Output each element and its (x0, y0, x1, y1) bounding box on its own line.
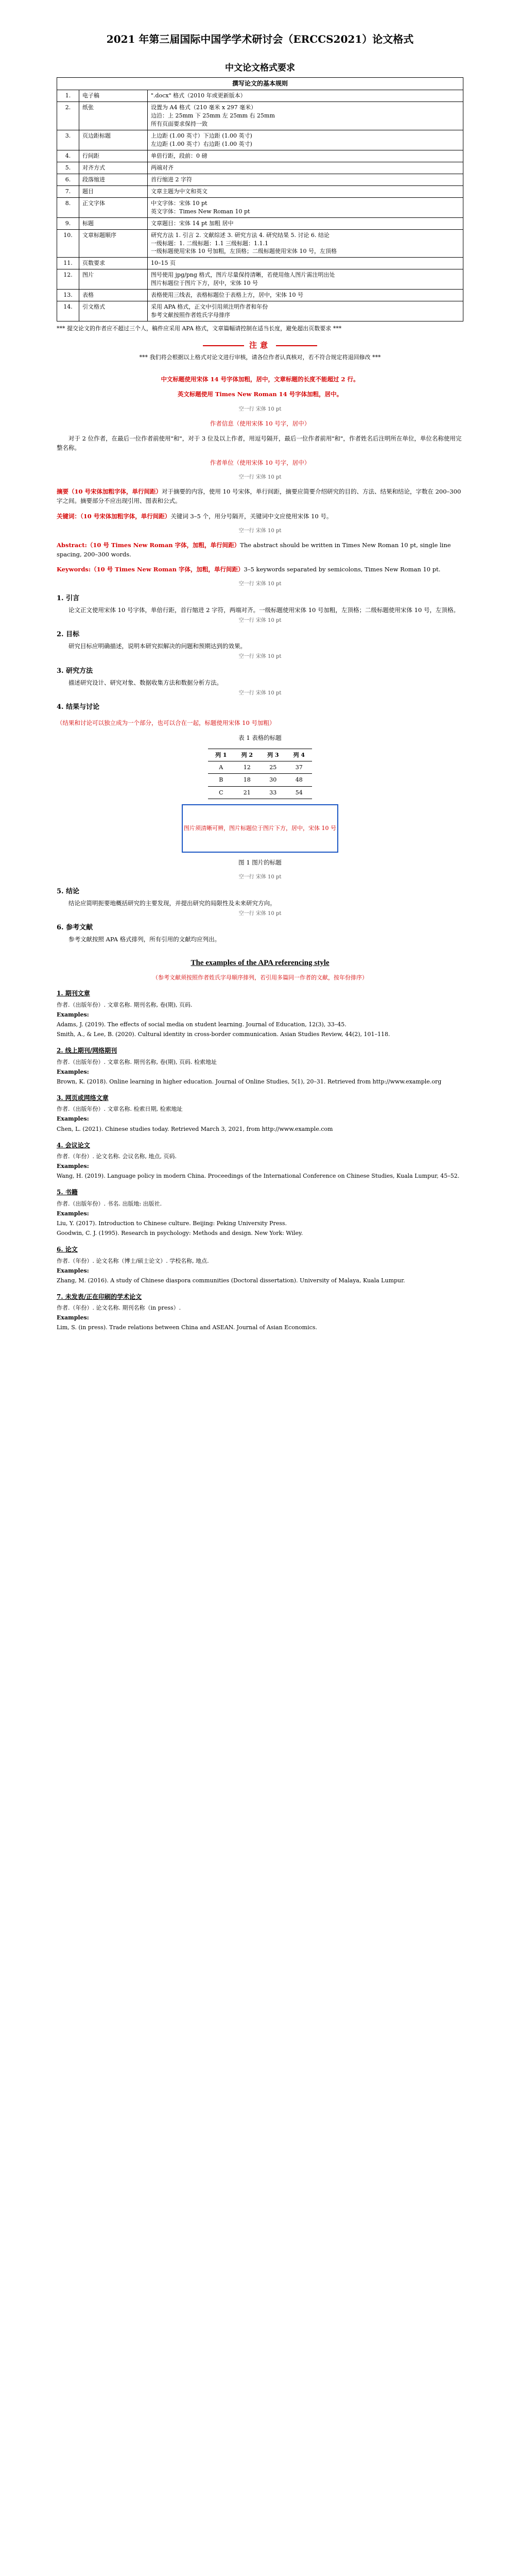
format-cell-req: 10–15 页 (148, 258, 463, 269)
figure-placeholder (182, 804, 338, 853)
section-method-heading: 3. 研究方法 (57, 667, 93, 675)
format-table-heading: 中文论文格式要求 (225, 63, 295, 73)
abstract-en-line (57, 541, 463, 560)
figure-box-text: 图片须清晰可辨，图片标题位于图片下方，居中，宋体 10 号 (184, 825, 336, 832)
keywords-label: 关键词：（10 号宋体加粗字体，单行间距） (57, 512, 171, 520)
format-row (57, 301, 463, 321)
table-cell: 18 (234, 774, 260, 786)
format-row (57, 185, 463, 197)
section-results-heading: 4. 结果与讨论 (57, 703, 100, 711)
format-cell-req: 首行缩进 2 字符 (148, 174, 463, 185)
keywords-en-line (57, 565, 463, 574)
format-cell-no: 4. (57, 150, 79, 162)
apa-example: Liu, Y. (2017). Introduction to Chinese culture. Beijing: Peking University Press. (57, 1219, 287, 1227)
table-row (208, 761, 312, 774)
format-cell-no: 2. (57, 102, 79, 130)
spacer-line: 空一行 宋体 10 pt (238, 528, 282, 534)
attention-label: 注意 (249, 340, 271, 350)
format-row (57, 162, 463, 174)
section-conclusion-body: 结论应简明扼要地概括研究的主要发现，并提出研究的局限性及未来研究方向。 (68, 900, 276, 907)
table-cell: 54 (286, 786, 312, 799)
table-cell: 30 (260, 774, 286, 786)
figure-caption: 图 1 图片的标题 (238, 859, 282, 867)
format-table-subheading: 撰写论文的基本规则 (57, 78, 463, 90)
format-cell-item: 题目 (79, 185, 148, 197)
apa-red-note: （参考文献须按照作者姓氏字母顺序排列，若引用多篇同一作者的文献，按年份排序） (152, 974, 368, 981)
table-header-cell: 列 2 (234, 749, 260, 761)
format-cell-no: 11. (57, 258, 79, 269)
table-cell: B (208, 774, 234, 786)
format-cell-item: 页边距标题 (79, 130, 148, 150)
format-cell-item: 表格 (79, 290, 148, 301)
section-method-body: 描述研究设计、研究对象、数据收集方法和数据分析方法。 (68, 679, 222, 686)
format-cell-item: 段落缩进 (79, 174, 148, 185)
apa-example: Lim, S. (in press). Trade relations between China and ASEAN. Journal of Asian Economics. (57, 1324, 317, 1331)
format-cell-req: 文章主题为中文和英文 (148, 185, 463, 197)
section-goal-heading: 2. 目标 (57, 631, 80, 639)
apa-format-line: 作者.（出版年份）. 文章名称. 期刊名称, 卷(期), 页码. (57, 1001, 193, 1008)
rule-left (203, 345, 244, 346)
format-cell-no: 8. (57, 197, 79, 217)
table-cell: 12 (234, 761, 260, 774)
spacer-line: 空一行 宋体 10 pt (238, 690, 282, 696)
apa-section-heading: 6. 论文 (57, 1246, 78, 1253)
format-cell-item: 图片 (79, 269, 148, 290)
format-table-body (57, 90, 463, 321)
format-cell-no: 10. (57, 229, 79, 258)
format-row (57, 150, 463, 162)
keywords-line (57, 512, 463, 521)
spacer-line: 空一行 宋体 10 pt (238, 654, 282, 660)
format-note: *** 提交论文的作者应不超过三个人，稿件应采用 APA 格式，文章篇幅请控制在适当长度，避免超出页数要求 *** (57, 325, 342, 332)
apa-examples-label: Examples: (57, 1267, 89, 1274)
format-cell-no: 7. (57, 185, 79, 197)
format-cell-item: 纸张 (79, 102, 148, 130)
format-cell-no: 13. (57, 290, 79, 301)
table-caption: 表 1 表格的标题 (238, 734, 282, 742)
format-cell-req: 中文字体：宋体 10 pt 英文字体：Times New Roman 10 pt (148, 197, 463, 217)
apa-section-heading: 3. 网页或网络文章 (57, 1094, 109, 1101)
apa-format-line: 作者.（出版年份）. 文章名称. 期刊名称, 卷(期), 页码. 检索地址 (57, 1058, 217, 1065)
table-row (208, 786, 312, 799)
spacer-line: 空一行 宋体 10 pt (238, 874, 282, 880)
apa-examples-label: Examples: (57, 1163, 89, 1170)
apa-format-line: 作者.（年份）. 论文名称（博士/硕士论文）. 学校名称, 地点. (57, 1257, 209, 1264)
apa-format-line: 作者.（年份）. 论文名称. 会议名称, 地点, 页码. (57, 1153, 177, 1160)
format-cell-item: 正文字体 (79, 197, 148, 217)
apa-example: Smith, A., & Lee, B. (2020). Cultural identity in cross-border communication. Asian Studies Review, 44(2), 101–118. (57, 1031, 390, 1038)
table-cell: 33 (260, 786, 286, 799)
format-row (57, 258, 463, 269)
apa-format-line: 作者.（出版年份）. 书名. 出版地: 出版社. (57, 1200, 162, 1207)
spacer-line: 空一行 宋体 10 pt (238, 581, 282, 587)
apa-format-line: 作者.（年份）. 论文名称. 期刊名称（in press）. (57, 1304, 181, 1312)
spacer-line: 空一行 宋体 10 pt (238, 617, 282, 623)
format-cell-item: 页数要求 (79, 258, 148, 269)
format-row (57, 229, 463, 258)
apa-examples-label: Examples: (57, 1210, 89, 1217)
apa-examples-label: Examples: (57, 1115, 89, 1123)
format-cell-no: 12. (57, 269, 79, 290)
en-title-note: 英文标题使用 Times New Roman 14 号字体加粗，居中。 (177, 391, 343, 398)
format-cell-item: 电子稿 (79, 90, 148, 102)
document-body (57, 31, 463, 1333)
apa-example: Goodwin, C. J. (1995). Research in psychology: Methods and design. New York: Wiley. (57, 1230, 303, 1237)
format-row (57, 130, 463, 150)
sample-table-header (208, 749, 312, 761)
table-cell: 25 (260, 761, 286, 774)
table-header-cell: 列 1 (208, 749, 234, 761)
format-row (57, 217, 463, 229)
format-cell-no: 1. (57, 90, 79, 102)
spacer-line: 空一行 宋体 10 pt (238, 474, 282, 481)
table-cell: A (208, 761, 234, 774)
format-row (57, 174, 463, 185)
abstract-label: 摘要（10 号宋体加粗字体，单行间距） (57, 488, 162, 496)
attention-note: *** 我们将会根据以上格式对论文进行审核，请各位作者认真核对，若不符合规定将退回修改 *** (139, 353, 381, 361)
author-body: 对于 2 位作者，在最后一位作者前使用"和"，对于 3 位及以上作者，用逗号隔开，最后一位作者前用"和"，作者姓名后注明所在单位，单位名称使用完整名称。 (57, 434, 462, 451)
format-cell-req: 采用 APA 格式，正文中引用须注明作者和年份 参考文献按照作者姓氏字母排序 (148, 301, 463, 321)
apa-section-heading: 4. 会议论文 (57, 1141, 90, 1149)
format-cell-req: 设置为 A4 格式（210 毫米 x 297 毫米） 边沿：上 25mm 下 25mm 左 25mm 右 25mm 所有页面要求保持一致 (148, 102, 463, 130)
spacer-line: 空一行 宋体 10 pt (238, 406, 282, 412)
abstract-body: 对于摘要的内容，使用 10 号宋体，单行间距，摘要应简要介绍研究的目的、方法、结果和结论，字数在 200–300 字之间。摘要部分不应出现引用、图表和公式。 (57, 488, 461, 505)
section-intro-heading: 1. 引言 (57, 594, 80, 602)
apa-section-heading: 1. 期刊文章 (57, 990, 90, 997)
page-title: 2021 年第三届国际中国学学术研讨会（ERCCS2021）论文格式 (106, 33, 414, 45)
sample-table (208, 749, 312, 799)
format-row (57, 269, 463, 290)
abstract-line (57, 487, 463, 506)
apa-example: Chen, L. (2021). Chinese studies today. Retrieved March 3, 2021, from http://www.example.com (57, 1125, 333, 1132)
apa-examples-label: Examples: (57, 1011, 89, 1018)
format-row (57, 197, 463, 217)
apa-format-line: 作者.（出版年份）. 文章名称. 检索日期, 检索地址 (57, 1106, 183, 1113)
format-cell-no: 9. (57, 217, 79, 229)
sample-section (57, 375, 463, 944)
affil-note: 作者单位（使用宋体 10 号字，居中） (210, 459, 310, 467)
section-conclusion-heading: 5. 结论 (57, 887, 80, 895)
format-row (57, 90, 463, 102)
format-cell-item: 标题 (79, 217, 148, 229)
keywords-en-body: 3–5 keywords separated by semicolons, Times New Roman 10 pt. (244, 565, 441, 573)
sample-table-body (208, 761, 312, 799)
apa-title: The examples of the APA referencing style (191, 959, 330, 968)
section-intro-body: 论文正文使用宋体 10 号字体，单倍行距，首行缩进 2 字符，两端对齐。一级标题使用宋体 10 号加粗，左顶格；二级标题使用宋体 10 号，左顶格。 (68, 606, 459, 614)
table-cell: 21 (234, 786, 260, 799)
format-cell-item: 文章标题顺序 (79, 229, 148, 258)
table-row (208, 774, 312, 786)
spacer-line: 空一行 宋体 10 pt (238, 910, 282, 917)
apa-examples-label: Examples: (57, 1068, 89, 1075)
format-cell-req: 研究方法 1. 引言 2. 文献综述 3. 研究方法 4. 研究结果 5. 讨论 6. 结论 一级标题：1. 二级标题：1.1 三级标题：1.1.1 一级标题使用宋体 10 号加粗，左顶格；二级标题使用宋体 10 号，左顶格 (148, 229, 463, 258)
keywords-body: 关键词 3–5 个，用分号隔开，关键词中文应使用宋体 10 号。 (170, 512, 333, 520)
apa-sections (57, 989, 463, 1332)
format-cell-no: 6. (57, 174, 79, 185)
table-header-cell: 列 4 (286, 749, 312, 761)
table-cell: 48 (286, 774, 312, 786)
cn-title-note: 中文标题使用宋体 14 号字体加粗，居中，文章标题的长度不能超过 2 行。 (161, 376, 359, 383)
format-cell-req: 表格使用三线表，表格标题位于表格上方，居中，宋体 10 号 (148, 290, 463, 301)
author-note: 作者信息（使用宋体 10 号字，居中） (210, 419, 310, 427)
format-cell-req: 两端对齐 (148, 162, 463, 174)
format-cell-req: 文章题目：宋体 14 pt 加粗 居中 (148, 217, 463, 229)
apa-example: Adams, J. (2019). The effects of social media on student learning. Journal of Education, 12(3), 33–45. (57, 1021, 347, 1028)
format-cell-item: 对齐方式 (79, 162, 148, 174)
format-cell-no: 14. (57, 301, 79, 321)
apa-example: Wang, H. (2019). Language policy in modern China. Proceedings of the International Conference on Chinese Studies, Kuala Lumpur, 45–52. (57, 1173, 460, 1180)
format-cell-req: ".docx" 格式（2010 年或更新版本） (148, 90, 463, 102)
format-cell-req: 上边距 (1.00 英寸）下边距 (1.00 英寸) 左边距 (1.00 英寸）右边距 (1.00 英寸) (148, 130, 463, 150)
table-cell: C (208, 786, 234, 799)
format-cell-req: 图号使用 jpg/png 格式，图片尽量保持清晰，若使用他人图片需注明出处 图片标题位于图片下方，居中，宋体 10 号 (148, 269, 463, 290)
table-header-cell: 列 3 (260, 749, 286, 761)
format-row (57, 290, 463, 301)
apa-example: Zhang, M. (2016). A study of Chinese diaspora communities (Doctoral dissertation). University of Malaya, Kuala Lumpur. (57, 1277, 405, 1284)
format-cell-req: 单倍行距，段前：0 磅 (148, 150, 463, 162)
table-cell: 37 (286, 761, 312, 774)
section-results-note: （结果和讨论可以独立成为一个部分，也可以合在一起，标题使用宋体 10 号加粗） (57, 719, 275, 726)
format-cell-item: 行间距 (79, 150, 148, 162)
section-references-body: 参考文献按照 APA 格式排列，所有引用的文献均应列出。 (68, 936, 221, 943)
format-row (57, 102, 463, 130)
format-cell-item: 引文格式 (79, 301, 148, 321)
section-references-heading: 6. 参考文献 (57, 924, 93, 932)
section-goal-body: 研究目标应明确描述，说明本研究拟解决的问题和预期达到的效果。 (68, 642, 246, 650)
abstract-en-body: The abstract should be written in Times New Roman 10 pt, single line spacing, 200–300 words. (57, 541, 451, 558)
rule-right (276, 345, 317, 346)
format-cell-no: 3. (57, 130, 79, 150)
apa-section-heading: 7. 未发表/正在印刷的学术论文 (57, 1293, 142, 1300)
apa-example: Brown, K. (2018). Online learning in higher education. Journal of Online Studies, 5(1), 20–31. Retrieved from http://www.example.org (57, 1078, 442, 1085)
apa-section-heading: 2. 线上期刊/网络期刊 (57, 1047, 117, 1055)
attention-banner (57, 340, 463, 350)
format-table (57, 77, 463, 321)
keywords-en-label: Keywords:（10 号 Times New Roman 字体，加粗，单行间距） (57, 565, 244, 573)
abstract-en-label: Abstract:（10 号 Times New Roman 字体，加粗，单行间距） (57, 541, 240, 549)
apa-section-heading: 5. 书籍 (57, 1189, 78, 1196)
format-cell-no: 5. (57, 162, 79, 174)
apa-examples-label: Examples: (57, 1314, 89, 1321)
